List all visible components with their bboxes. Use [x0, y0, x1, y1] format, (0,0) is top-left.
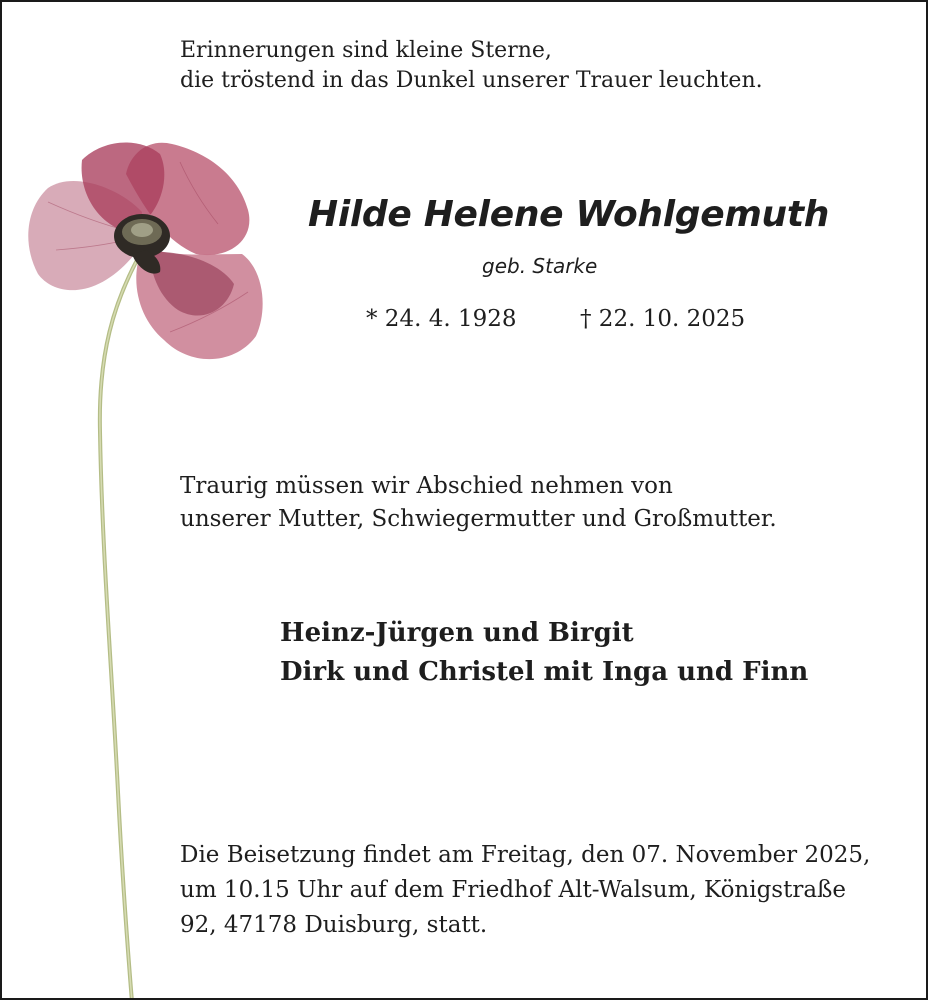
- birth-name: geb. Starke: [482, 254, 598, 278]
- family-line-1: Heinz-Jürgen und Birgit: [280, 618, 634, 648]
- memorial-quote: [180, 36, 763, 96]
- death-date: † 22. 10. 2025: [580, 306, 746, 332]
- family-signatures: [280, 614, 808, 692]
- mourning-line-2: unserer Mutter, Schwiegermutter und Großmutter.: [180, 506, 777, 532]
- funeral-line-2: um 10.15 Uhr auf dem Friedhof Alt-Walsum, Königstraße: [180, 877, 847, 903]
- family-line-2: Dirk und Christel mit Inga und Finn: [280, 657, 809, 687]
- funeral-line-3: 92, 47178 Duisburg, statt.: [180, 912, 488, 938]
- funeral-line-1: Die Beisetzung findet am Freitag, den 07. November 2025,: [180, 842, 871, 868]
- quote-line-2: die tröstend in das Dunkel unserer Trauer leuchten.: [180, 68, 763, 93]
- birth-date: * 24. 4. 1928: [366, 306, 517, 332]
- funeral-details: [180, 838, 870, 943]
- mourning-text: [180, 470, 777, 536]
- quote-line-1: Erinnerungen sind kleine Sterne,: [180, 38, 552, 63]
- deceased-name: Hilde Helene Wohlgemuth: [308, 194, 830, 235]
- mourning-line-1: Traurig müssen wir Abschied nehmen von: [180, 473, 673, 499]
